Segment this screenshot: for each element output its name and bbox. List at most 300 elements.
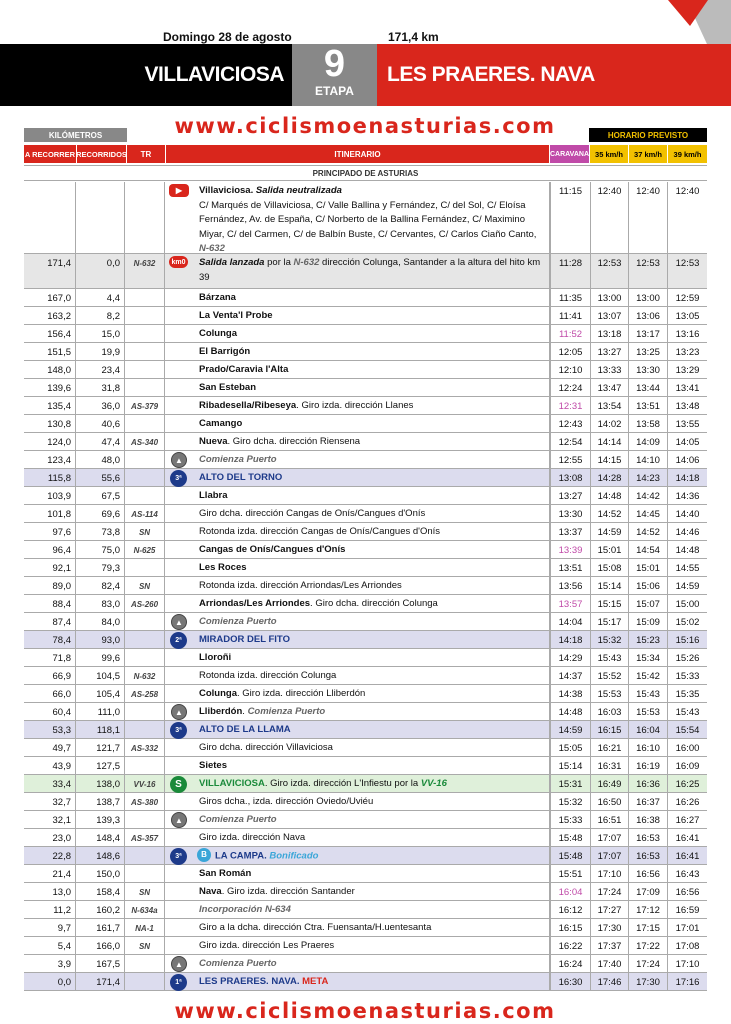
icon-cell [165, 415, 193, 432]
time-35-cell: 14:14 [591, 433, 629, 450]
route-detail: C/ Marqués de Villaviciosa, C/ Valle Ballina y Fernández, C/ del Sol, C/ Eloísa Fernández, Av. de España, C/ Norberto de la Ballina Fernández, C/ Maximino Miyar, C/ del Carmen, C/ de Balbín Buste, C/ Cervantes, C/ Carlos Ciaño Canto, [199, 199, 537, 240]
itinerary-text: . Giro dcha. dirección Riensena [227, 436, 361, 447]
icon-cell [165, 775, 193, 792]
time-35-cell: 16:51 [591, 811, 629, 828]
time-39-cell: 14:05 [675, 437, 700, 448]
place-name: Rotonda izda. dirección Arriondas/Les Arriondes [199, 580, 402, 591]
time-35-cell: 14:02 [591, 415, 629, 432]
caravan-time-cell: 14:18 [550, 631, 591, 648]
time-35-cell: 13:18 [591, 325, 629, 342]
km-to-go-cell: 3,9 [24, 955, 76, 972]
itinerary-cell [193, 721, 550, 738]
time-39-cell: 15:54 [675, 725, 700, 736]
time-37-cell: 16:19 [629, 757, 668, 774]
itinerary-cell [193, 613, 550, 630]
time-35-cell: 14:52 [591, 505, 629, 522]
itinerary-cell [193, 595, 550, 612]
icon-cell [165, 254, 193, 288]
time-35-cell: 14:59 [591, 523, 629, 540]
place-name: Villaviciosa. [199, 185, 254, 196]
time-37-cell: 16:36 [629, 775, 668, 792]
time-37-cell: 13:00 [629, 289, 668, 306]
itinerary-cell [193, 182, 550, 253]
km-to-go-cell: 21,4 [24, 865, 76, 882]
km-done-cell: 118,1 [76, 721, 125, 738]
table-row [24, 919, 707, 937]
finish-text: META [299, 976, 329, 987]
km-done-cell: 82,4 [76, 577, 125, 594]
km-done-cell: 79,3 [76, 559, 125, 576]
itinerary-cell [193, 307, 550, 324]
table-row [24, 865, 707, 883]
km-done-cell: 48,0 [76, 451, 125, 468]
time-37-cell: 16:56 [629, 865, 668, 882]
time-37-cell: 15:42 [629, 667, 668, 684]
caravan-time-cell: 16:30 [550, 973, 591, 990]
icon-cell [165, 901, 193, 918]
time-35-cell: 15:32 [591, 631, 629, 648]
itinerary-cell [193, 829, 550, 846]
time-35-cell: 15:52 [591, 667, 629, 684]
place-name: ALTO DE LA LLAMA [199, 724, 291, 735]
table-row [24, 577, 707, 595]
itinerary-cell [193, 523, 550, 540]
start-town: VILLAVICIOSA [0, 44, 292, 106]
km-to-go-cell: 23,0 [24, 829, 76, 846]
itinerary-cell [193, 667, 550, 684]
website-link-top[interactable]: www.ciclismoenasturias.com [174, 114, 556, 138]
time-37-cell: 13:44 [629, 379, 668, 396]
table-row [24, 451, 707, 469]
time-35-cell: 17:37 [591, 937, 629, 954]
time-39-cell: 14:40 [675, 509, 700, 520]
road-cell: N-632 [125, 254, 165, 288]
place-name: Giro dcha. dirección Cangas de Onís/Cangues d'Onís [199, 508, 426, 519]
time-39-cell: 17:08 [675, 941, 700, 952]
time-35-cell: 17:24 [591, 883, 629, 900]
time-39-cell: 13:16 [675, 329, 700, 340]
icon-cell [165, 379, 193, 396]
caravan-time-cell: 16:04 [550, 883, 591, 900]
km-to-go-cell: 49,7 [24, 739, 76, 756]
itinerary-cell [193, 685, 550, 702]
time-35-cell: 13:47 [591, 379, 629, 396]
time-39-cell: 16:09 [675, 761, 700, 772]
itinerary-cell [193, 254, 550, 288]
caravan-time-cell: 13:51 [550, 559, 591, 576]
time-39-cell: 16:43 [675, 869, 700, 880]
km-to-go-cell: 148,0 [24, 361, 76, 378]
caravan-time-cell: 16:22 [550, 937, 591, 954]
place-name: Camango [199, 418, 243, 429]
road-cell [125, 325, 165, 342]
km-done-cell: 55,6 [76, 469, 125, 486]
place-name: Colunga [199, 328, 237, 339]
caravan-time-cell: 11:52 [550, 325, 591, 342]
km-group-header: KILÓMETROS [24, 128, 127, 142]
time-37-cell: 17:15 [629, 919, 668, 936]
table-row [24, 559, 707, 577]
km-to-go-cell: 87,4 [24, 613, 76, 630]
caravan-time-cell: 13:39 [550, 541, 591, 558]
caravan-time-cell: 16:12 [550, 901, 591, 918]
km-to-go-cell: 139,6 [24, 379, 76, 396]
caravan-time-cell: 12:31 [550, 397, 591, 414]
icon-cell [165, 721, 193, 738]
time-37-cell: 17:22 [629, 937, 668, 954]
time-35-cell: 17:30 [591, 919, 629, 936]
place-name: Rotonda izda. dirección Cangas de Onís/Cangues d'Onís [199, 526, 441, 537]
place-name: Prado/Caravia l'Alta [199, 364, 289, 375]
itinerary-table [24, 182, 707, 991]
itinerary-text: . Giro izda. dirección Santander [221, 886, 355, 897]
col-caravan: CARAVANA [550, 145, 589, 163]
place-name: Giro dcha. dirección Villaviciosa [199, 742, 333, 753]
itinerary-text: . Giro izda. dirección Lliberdón [237, 688, 366, 699]
schedule-header: HORARIO PREVISTO [589, 128, 707, 142]
km-done-cell: 158,4 [76, 883, 125, 900]
place-name: Giro a la dcha. dirección Ctra. Fuensanta/H.uentesanta [199, 922, 432, 933]
road-cell [125, 865, 165, 882]
table-row [24, 721, 707, 739]
place-name: Arriondas/Les Arriondes [199, 598, 311, 609]
time-35-cell: 13:27 [591, 343, 629, 360]
icon-cell [165, 433, 193, 450]
km-done-cell: 148,6 [76, 847, 125, 864]
km-to-go-cell: 43,9 [24, 757, 76, 774]
road-cell [125, 379, 165, 396]
place-name: La Venta'l Probe [199, 310, 273, 321]
table-row [24, 307, 707, 325]
time-35-cell: 14:15 [591, 451, 629, 468]
table-row [24, 811, 707, 829]
finish-town: LES PRAERES. NAVA [377, 44, 731, 106]
icon-cell [165, 541, 193, 558]
icon-cell [165, 973, 193, 990]
km-done-cell: 166,0 [76, 937, 125, 954]
icon-cell [165, 361, 193, 378]
time-37-cell: 14:10 [629, 451, 668, 468]
time-35-cell: 15:43 [591, 649, 629, 666]
table-row [24, 955, 707, 973]
caravan-time-cell: 16:15 [550, 919, 591, 936]
table-row [24, 397, 707, 415]
icon-cell [165, 847, 193, 864]
time-37-cell: 13:30 [629, 361, 668, 378]
itinerary-cell [193, 541, 550, 558]
caravan-time-cell: 13:37 [550, 523, 591, 540]
icon-cell [165, 451, 193, 468]
time-35-cell: 16:15 [591, 721, 629, 738]
table-row [24, 379, 707, 397]
time-37-cell: 12:40 [629, 182, 668, 253]
itinerary-cell [193, 919, 550, 936]
km-done-cell: 127,5 [76, 757, 125, 774]
place-name: El Barrigón [199, 346, 251, 357]
km-done-cell: 139,3 [76, 811, 125, 828]
time-39-cell: 16:25 [675, 779, 700, 790]
time-35-cell: 16:21 [591, 739, 629, 756]
place-name: Cangas de Onís/Cangues d'Onís [199, 544, 346, 555]
place-name: Sietes [199, 760, 227, 771]
km-to-go-cell: 89,0 [24, 577, 76, 594]
road-reference: N-632 [293, 257, 320, 268]
mountain-icon: ▲ [171, 956, 187, 972]
time-37-cell: 15:01 [629, 559, 668, 576]
road-cell: AS-379 [125, 397, 165, 414]
caravan-time-cell: 12:10 [550, 361, 591, 378]
road-cell: VV-16 [125, 775, 165, 792]
col-speed-35: 35 km/h [590, 145, 628, 163]
caravan-time-cell: 11:41 [550, 307, 591, 324]
itinerary-cell [193, 757, 550, 774]
time-35-cell: 13:07 [591, 307, 629, 324]
climb-category-3-icon: 3ª [170, 722, 187, 739]
road-cell [125, 847, 165, 864]
time-35-cell: 15:01 [591, 541, 629, 558]
km-to-go-cell: 101,8 [24, 505, 76, 522]
icon-cell [165, 523, 193, 540]
km-to-go-cell: 0,0 [24, 973, 76, 990]
km-to-go-cell [24, 182, 76, 253]
km-to-go-cell: 103,9 [24, 487, 76, 504]
time-37-cell: 13:58 [629, 415, 668, 432]
road-cell [125, 487, 165, 504]
icon-cell [165, 883, 193, 900]
time-37-cell: 15:34 [629, 649, 668, 666]
km-done-cell: 83,0 [76, 595, 125, 612]
col-tr: TR [127, 145, 165, 163]
time-37-cell: 13:51 [629, 397, 668, 414]
km-done-cell: 138,7 [76, 793, 125, 810]
km-done-cell: 171,4 [76, 973, 125, 990]
website-link-bottom[interactable]: www.ciclismoenasturias.com [174, 999, 556, 1023]
time-39-cell: 13:55 [675, 419, 700, 430]
time-39-cell: 15:16 [675, 635, 700, 646]
itinerary-cell [193, 631, 550, 648]
icon-cell [165, 325, 193, 342]
col-done: RECORRIDOS [77, 145, 126, 163]
time-39-cell: 14:48 [675, 545, 700, 556]
time-35-cell: 14:48 [591, 487, 629, 504]
bonus-icon: B [197, 848, 211, 862]
km-done-cell: 121,7 [76, 739, 125, 756]
caravan-time-cell: 11:28 [550, 254, 591, 288]
itinerary-text: dirección Colunga, Santander a la altura del hito km 39 [199, 257, 541, 283]
time-35-cell: 13:33 [591, 361, 629, 378]
time-37-cell: 14:42 [629, 487, 668, 504]
caravan-time-cell: 15:48 [550, 847, 591, 864]
table-row [24, 649, 707, 667]
place-name: Nava [199, 886, 222, 897]
time-37-cell: 17:30 [629, 973, 668, 990]
icon-cell [165, 649, 193, 666]
place-name: Llabra [199, 490, 228, 501]
km-done-cell: 0,0 [76, 254, 125, 288]
itinerary-cell [193, 289, 550, 306]
time-37-cell: 14:23 [629, 469, 668, 486]
col-itinerary: ITINERARIO [166, 145, 549, 163]
sprint-icon: S [170, 776, 187, 793]
time-35-cell: 17:46 [591, 973, 629, 990]
place-name: LES PRAERES. NAVA. [199, 976, 300, 987]
stage-number: 9 [323, 43, 346, 85]
km-done-cell [76, 182, 125, 253]
road-cell [125, 721, 165, 738]
time-35-cell: 17:10 [591, 865, 629, 882]
time-35-cell: 13:54 [591, 397, 629, 414]
itinerary-cell [193, 739, 550, 756]
place-name: ALTO DEL TORNO [199, 472, 283, 483]
table-row [24, 505, 707, 523]
place-name: Giro izda. dirección Nava [199, 832, 306, 843]
table-row [24, 631, 707, 649]
caravan-time-cell: 16:24 [550, 955, 591, 972]
caravan-time-cell: 15:33 [550, 811, 591, 828]
caravan-time-cell: 11:35 [550, 289, 591, 306]
km-to-go-cell: 13,0 [24, 883, 76, 900]
table-row [24, 901, 707, 919]
climb-category-3-icon: 3ª [170, 470, 187, 487]
time-39-cell: 15:00 [675, 599, 700, 610]
icon-cell [165, 487, 193, 504]
km-done-cell: 15,0 [76, 325, 125, 342]
place-name: Lliberdón [199, 706, 243, 717]
icon-cell [165, 289, 193, 306]
mountain-icon: ▲ [171, 452, 187, 468]
table-row [24, 937, 707, 955]
time-35-cell: 15:14 [591, 577, 629, 594]
time-39-cell: 14:36 [675, 491, 700, 502]
road-cell: SN [125, 883, 165, 900]
place-name: Rotonda izda. dirección Colunga [199, 670, 337, 681]
road-reference: N-632 [199, 243, 225, 254]
time-39-cell: 16:41 [675, 851, 700, 862]
caravan-time-cell: 14:04 [550, 613, 591, 630]
time-39-cell: 13:29 [675, 365, 700, 376]
time-39-cell: 16:56 [675, 887, 700, 898]
icon-cell [165, 667, 193, 684]
itinerary-cell [193, 505, 550, 522]
road-cell [125, 649, 165, 666]
table-row [24, 793, 707, 811]
km-to-go-cell: 130,8 [24, 415, 76, 432]
itinerary-cell [193, 865, 550, 882]
road-cell [125, 289, 165, 306]
place-name: Comienza Puerto [199, 616, 277, 627]
table-row [24, 325, 707, 343]
road-cell: AS-332 [125, 739, 165, 756]
time-37-cell: 17:12 [629, 901, 668, 918]
time-35-cell: 17:07 [591, 847, 629, 864]
time-37-cell: 17:09 [629, 883, 668, 900]
icon-cell [165, 182, 193, 253]
icon-cell [165, 577, 193, 594]
km-to-go-cell: 96,4 [24, 541, 76, 558]
km-done-cell: 160,2 [76, 901, 125, 918]
icon-cell [165, 595, 193, 612]
km-to-go-cell: 171,4 [24, 254, 76, 288]
bonus-text: Bonificado [266, 850, 319, 862]
table-row [24, 847, 707, 865]
icon-cell [165, 811, 193, 828]
icon-cell [165, 793, 193, 810]
time-39-cell: 15:35 [675, 689, 700, 700]
time-39-cell: 16:00 [675, 743, 700, 754]
km-done-cell: 99,6 [76, 649, 125, 666]
climb-start-text: Comienza Puerto [247, 706, 326, 717]
icon-cell [165, 397, 193, 414]
km-done-cell: 138,0 [76, 775, 125, 792]
caravan-time-cell: 15:31 [550, 775, 591, 792]
time-37-cell: 17:24 [629, 955, 668, 972]
km-done-cell: 73,8 [76, 523, 125, 540]
km-to-go-cell: 32,7 [24, 793, 76, 810]
table-row [24, 703, 707, 721]
time-39-cell: 15:26 [675, 653, 700, 664]
time-35-cell: 17:27 [591, 901, 629, 918]
mountain-icon: ▲ [171, 614, 187, 630]
table-row [24, 523, 707, 541]
table-row [24, 685, 707, 703]
icon-cell [165, 703, 193, 720]
icon-cell [165, 559, 193, 576]
road-cell: AS-260 [125, 595, 165, 612]
time-39-cell: 13:05 [675, 311, 700, 322]
km-done-cell: 84,0 [76, 613, 125, 630]
stage-banner [0, 44, 731, 106]
col-speed-39: 39 km/h [668, 145, 707, 163]
itinerary-cell [193, 433, 550, 450]
climb-category-1-icon: 1ª [170, 974, 187, 991]
icon-cell [165, 829, 193, 846]
icon-cell [165, 469, 193, 486]
icon-cell [165, 307, 193, 324]
place-name: Comienza Puerto [199, 958, 277, 969]
itinerary-cell [193, 649, 550, 666]
road-cell: N-632 [125, 667, 165, 684]
time-37-cell: 13:06 [629, 307, 668, 324]
km-to-go-cell: 9,7 [24, 919, 76, 936]
caravan-time-cell: 13:27 [550, 487, 591, 504]
km-done-cell: 105,4 [76, 685, 125, 702]
km-to-go-cell: 78,4 [24, 631, 76, 648]
km-done-cell: 31,8 [76, 379, 125, 396]
km-done-cell: 75,0 [76, 541, 125, 558]
km-done-cell: 19,9 [76, 343, 125, 360]
time-35-cell: 17:40 [591, 955, 629, 972]
climb-category-2-icon: 2ª [170, 632, 187, 649]
place-name: Bárzana [199, 292, 236, 303]
itinerary-cell [193, 451, 550, 468]
km-to-go-cell: 115,8 [24, 469, 76, 486]
itinerary-cell [193, 775, 550, 792]
place-name: Giros dcha., izda. dirección Oviedo/Uviéu [199, 796, 374, 807]
road-cell: AS-340 [125, 433, 165, 450]
road-cell: NA-1 [125, 919, 165, 936]
time-35-cell: 16:31 [591, 757, 629, 774]
time-37-cell: 14:54 [629, 541, 668, 558]
time-37-cell: 12:53 [629, 254, 668, 288]
place-name: San Román [199, 868, 252, 879]
caravan-time-cell: 15:05 [550, 739, 591, 756]
km-to-go-cell: 60,4 [24, 703, 76, 720]
time-35-cell: 17:07 [591, 829, 629, 846]
itinerary-cell [193, 811, 550, 828]
table-row [24, 182, 707, 254]
caravan-time-cell: 12:24 [550, 379, 591, 396]
road-cell [125, 757, 165, 774]
